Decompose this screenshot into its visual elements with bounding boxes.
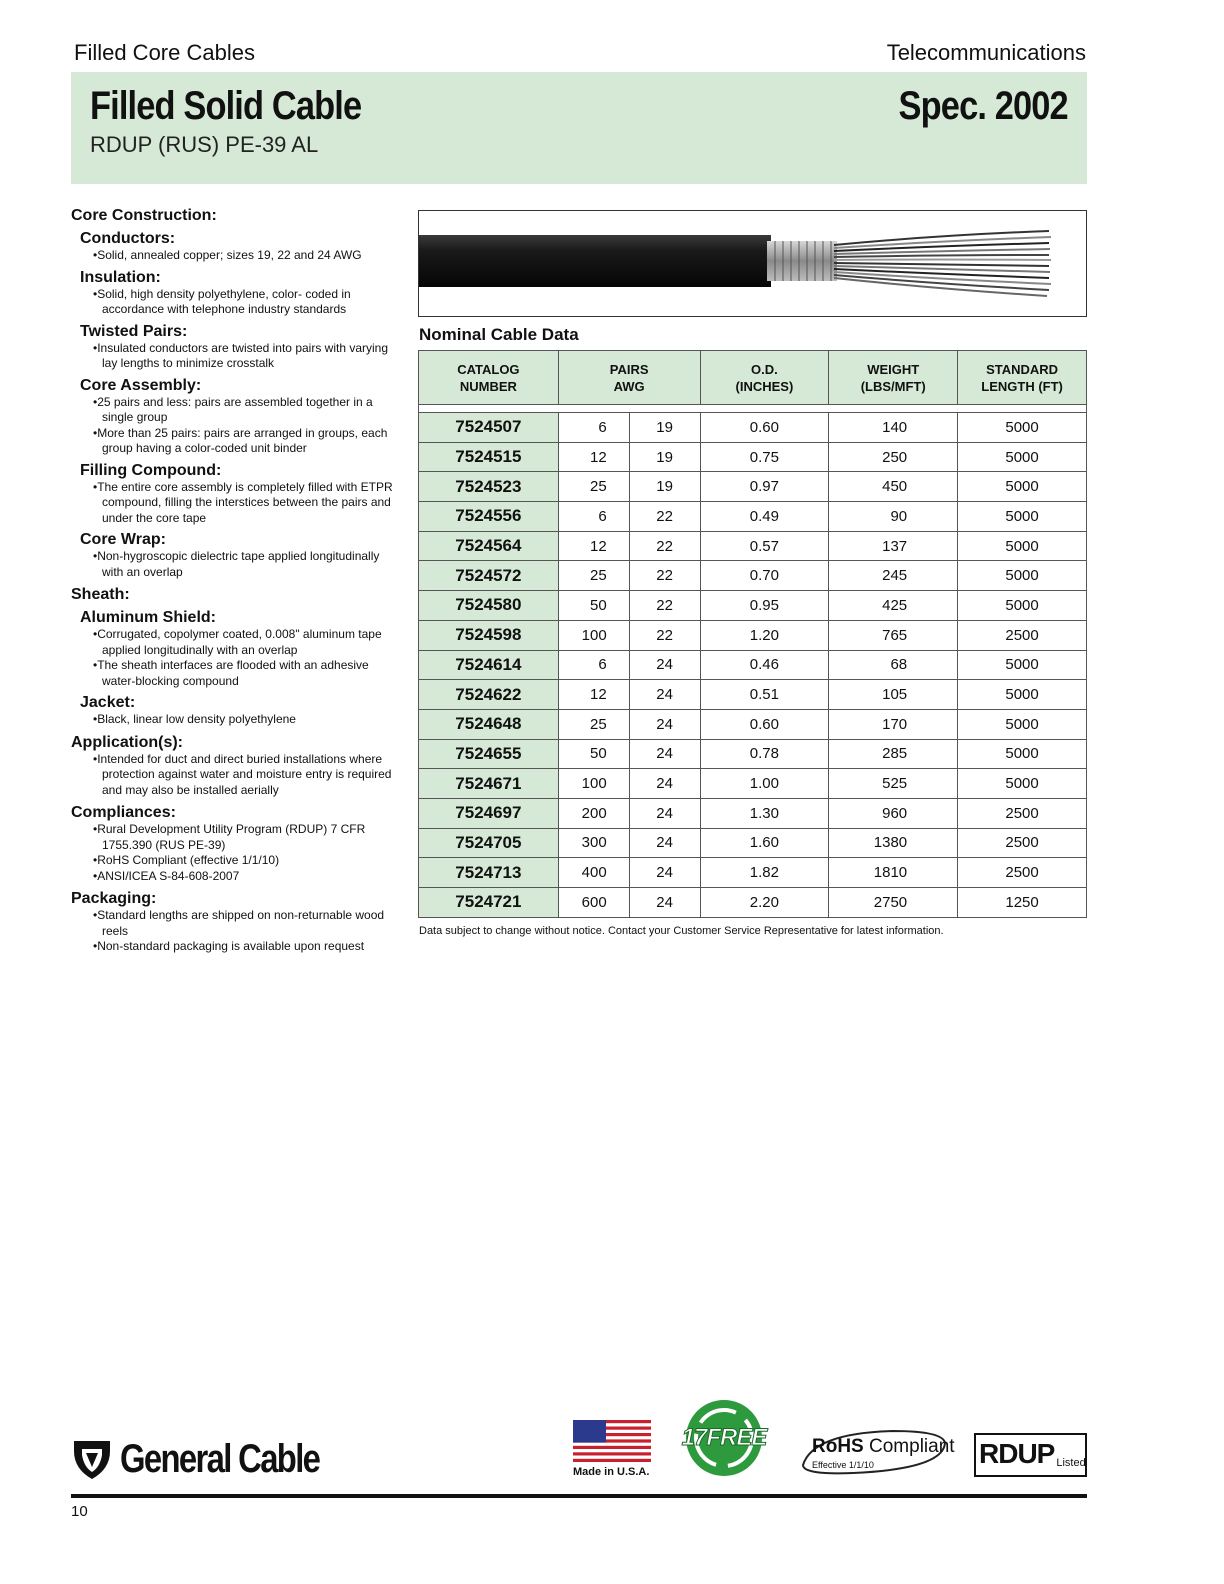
awg-cell: 19 [629,472,700,502]
awg-cell: 24 [629,858,700,888]
od-cell: 0.95 [700,591,829,621]
weight-cell: 765 [829,620,958,650]
weight-cell: 425 [829,591,958,621]
weight-header: WEIGHT (LBS/MFT) [829,351,958,405]
weight-cell: 170 [829,709,958,739]
twisted-pairs-list [92,341,401,372]
pairs-cell: 6 [558,650,629,680]
awg-cell: 24 [629,739,700,769]
od-cell: 0.51 [700,680,829,710]
catalog-number-cell: 7524713 [419,858,559,888]
rdup-label: RDUP [979,1438,1055,1469]
list-item: • Solid, high density polyethylene, color- coded in accordance with telephone industry standards [92,287,401,318]
core-assembly-heading: Core Assembly: [80,376,202,394]
pairs-cell: 25 [558,561,629,591]
length-cell: 5000 [958,680,1087,710]
pairs-cell: 100 [558,620,629,650]
jacket-list [92,712,401,728]
awg-cell: 24 [629,709,700,739]
us-flag-icon [573,1420,651,1462]
specifications-column [71,207,401,955]
pairs-cell: 12 [558,531,629,561]
catalog-number-cell: 7524614 [419,650,559,680]
aluminum-shield-list [92,627,401,689]
disclaimer-note: Data subject to change without notice. Contact your Customer Service Representative for latest information. [419,925,944,937]
table-row [419,680,1087,710]
spec-number: Spec. 2002 [898,84,1068,128]
od-cell: 0.75 [700,442,829,472]
list-item: • RoHS Compliant (effective 1/1/10) [92,853,401,869]
core-construction-heading: Core Construction: [71,207,217,224]
awg-cell: 24 [629,769,700,799]
conductors-list [92,248,401,264]
list-item: • Intended for duct and direct buried installations where protection against water and moisture entry is required and may also be installed aerially [92,752,401,799]
pairs-cell: 300 [558,828,629,858]
catalog-number-cell: 7524515 [419,442,559,472]
packaging-list [92,908,401,955]
pairs-cell: 6 [558,413,629,443]
awg-cell: 24 [629,798,700,828]
length-cell: 5000 [958,591,1087,621]
catalog-number-cell: 7524697 [419,798,559,828]
shield-logo-icon [72,1437,112,1481]
list-item: • Insulated conductors are twisted into pairs with varying lay lengths to minimize crosstalk [92,341,401,372]
length-cell: 5000 [958,472,1087,502]
list-item: • 25 pairs and less: pairs are assembled together in a single group [92,395,401,426]
od-cell: 0.60 [700,413,829,443]
table-row [419,739,1087,769]
awg-cell: 19 [629,442,700,472]
od-cell: 1.20 [700,620,829,650]
weight-cell: 525 [829,769,958,799]
catalog-number-cell: 7524564 [419,531,559,561]
twisted-pairs-heading: Twisted Pairs: [80,322,188,340]
length-cell: 5000 [958,531,1087,561]
pairs-cell: 50 [558,591,629,621]
catalog-number-cell: 7524648 [419,709,559,739]
table-row [419,531,1087,561]
category-label: Telecommunications [886,40,1086,65]
title-banner [71,72,1087,184]
list-item: • Non-hygroscopic dielectric tape applied longitudinally with an overlap [92,549,401,580]
list-item: • Solid, annealed copper; sizes 19, 22 and 24 AWG [92,248,401,264]
pairs-cell: 12 [558,442,629,472]
weight-cell: 2750 [829,888,958,918]
weight-cell: 68 [829,650,958,680]
weight-cell: 285 [829,739,958,769]
core-assembly-list [92,395,401,457]
od-cell: 0.97 [700,472,829,502]
page-title: Filled Solid Cable [90,84,362,128]
table-row [419,561,1087,591]
list-item: • The entire core assembly is completely filled with ETPR compound, filling the interstices between the pairs and under the core tape [92,480,401,527]
table-row [419,858,1087,888]
table-row [419,888,1087,918]
od-cell: 0.57 [700,531,829,561]
awg-cell: 22 [629,591,700,621]
list-item: • Rural Development Utility Program (RDUP) 7 CFR 1755.390 (RUS PE-39) [92,822,401,853]
catalog-number-cell: 7524580 [419,591,559,621]
jacket-heading: Jacket: [80,694,136,711]
table-row [419,650,1087,680]
length-cell: 5000 [958,709,1087,739]
length-cell: 5000 [958,739,1087,769]
length-cell: 5000 [958,442,1087,472]
table-row [419,620,1087,650]
table-row [419,828,1087,858]
table-header-row [419,351,1087,405]
pairs-awg-header: PAIRS AWG [558,351,700,405]
length-cell: 2500 [958,828,1087,858]
weight-cell: 960 [829,798,958,828]
od-header: O.D. (INCHES) [700,351,829,405]
od-cell: 0.78 [700,739,829,769]
list-item: • Standard lengths are shipped on non-returnable wood reels [92,908,401,939]
table-row [419,472,1087,502]
brand-name: General Cable [120,1436,320,1481]
pairs-cell: 6 [558,502,629,532]
sheath-heading: Sheath: [71,586,130,603]
catalog-number-cell: 7524598 [419,620,559,650]
filling-compound-heading: Filling Compound: [80,461,222,479]
length-cell: 2500 [958,858,1087,888]
catalog-number-cell: 7524556 [419,502,559,532]
weight-cell: 1380 [829,828,958,858]
length-cell: 5000 [958,502,1087,532]
free-badge-label: 17FREE [681,1424,767,1451]
od-cell: 0.70 [700,561,829,591]
insulation-list [92,287,401,318]
pairs-cell: 400 [558,858,629,888]
list-item: • Black, linear low density polyethylene [92,712,401,728]
packaging-heading: Packaging: [71,890,157,907]
weight-cell: 450 [829,472,958,502]
awg-cell: 24 [629,828,700,858]
pairs-cell: 25 [558,709,629,739]
catalog-number-header: CATALOG NUMBER [419,351,559,405]
length-cell: 5000 [958,561,1087,591]
awg-cell: 22 [629,502,700,532]
catalog-number-cell: 7524655 [419,739,559,769]
table-row [419,709,1087,739]
od-cell: 0.60 [700,709,829,739]
pairs-cell: 100 [558,769,629,799]
compliances-list [92,822,401,884]
list-item: • Corrugated, copolymer coated, 0.008" aluminum tape applied longitudinally with an overlap [92,627,401,658]
od-cell: 1.00 [700,769,829,799]
awg-cell: 24 [629,650,700,680]
catalog-number-cell: 7524622 [419,680,559,710]
rdup-listed-badge [974,1433,1087,1477]
general-cable-logo [72,1436,363,1482]
list-item: • The sheath interfaces are flooded with an adhesive water-blocking compound [92,658,401,689]
pairs-cell: 50 [558,739,629,769]
list-item: • Non-standard packaging is available upon request [92,939,401,955]
section-label: Filled Core Cables [74,40,255,65]
core-wrap-heading: Core Wrap: [80,531,166,548]
applications-heading: Application(s): [71,733,183,751]
insulation-heading: Insulation: [80,268,161,286]
core-wrap-list [92,549,401,580]
filling-compound-list [92,480,401,527]
catalog-number-cell: 7524523 [419,472,559,502]
weight-cell: 90 [829,502,958,532]
compliances-heading: Compliances: [71,804,176,821]
aluminum-shield-heading: Aluminum Shield: [80,609,216,626]
page-number: 10 [71,1503,88,1520]
od-cell: 0.46 [700,650,829,680]
table-row [419,591,1087,621]
weight-cell: 137 [829,531,958,561]
awg-cell: 22 [629,561,700,591]
length-cell: 2500 [958,798,1087,828]
applications-list [92,752,401,799]
length-cell: 5000 [958,650,1087,680]
length-cell: 2500 [958,620,1087,650]
footer-rule [71,1494,1087,1498]
weight-cell: 105 [829,680,958,710]
pairs-cell: 200 [558,798,629,828]
awg-cell: 24 [629,888,700,918]
conductors-heading: Conductors: [80,230,176,247]
weight-cell: 140 [829,413,958,443]
od-cell: 0.49 [700,502,829,532]
rohs-effective-date: Effective 1/1/10 [812,1460,874,1470]
table-row [419,413,1087,443]
catalog-number-cell: 7524507 [419,413,559,443]
length-header: STANDARD LENGTH (FT) [958,351,1087,405]
cable-photo [418,210,1087,317]
awg-cell: 22 [629,620,700,650]
od-cell: 2.20 [700,888,829,918]
pairs-cell: 25 [558,472,629,502]
awg-cell: 19 [629,413,700,443]
table-row [419,798,1087,828]
table-row [419,502,1087,532]
pairs-cell: 12 [558,680,629,710]
rohs-label: RoHS Compliant [812,1436,955,1457]
catalog-number-cell: 7524705 [419,828,559,858]
cable-data-table [418,350,1087,918]
weight-cell: 250 [829,442,958,472]
table-title: Nominal Cable Data [419,325,579,344]
od-cell: 1.30 [700,798,829,828]
awg-cell: 24 [629,680,700,710]
length-cell: 5000 [958,413,1087,443]
list-item: • ANSI/ICEA S-84-608-2007 [92,869,401,885]
list-item: • More than 25 pairs: pairs are arranged in groups, each group having a color-coded unit binder [92,426,401,457]
table-row [419,442,1087,472]
length-cell: 5000 [958,769,1087,799]
weight-cell: 245 [829,561,958,591]
catalog-number-cell: 7524572 [419,561,559,591]
od-cell: 1.82 [700,858,829,888]
od-cell: 1.60 [700,828,829,858]
catalog-number-cell: 7524721 [419,888,559,918]
awg-cell: 22 [629,531,700,561]
made-in-usa-label: Made in U.S.A. [573,1466,650,1478]
length-cell: 1250 [958,888,1087,918]
table-row [419,769,1087,799]
page-subtitle: RDUP (RUS) PE-39 AL [90,132,319,157]
listed-label: Listed [1056,1457,1086,1469]
pairs-cell: 600 [558,888,629,918]
catalog-number-cell: 7524671 [419,769,559,799]
weight-cell: 1810 [829,858,958,888]
